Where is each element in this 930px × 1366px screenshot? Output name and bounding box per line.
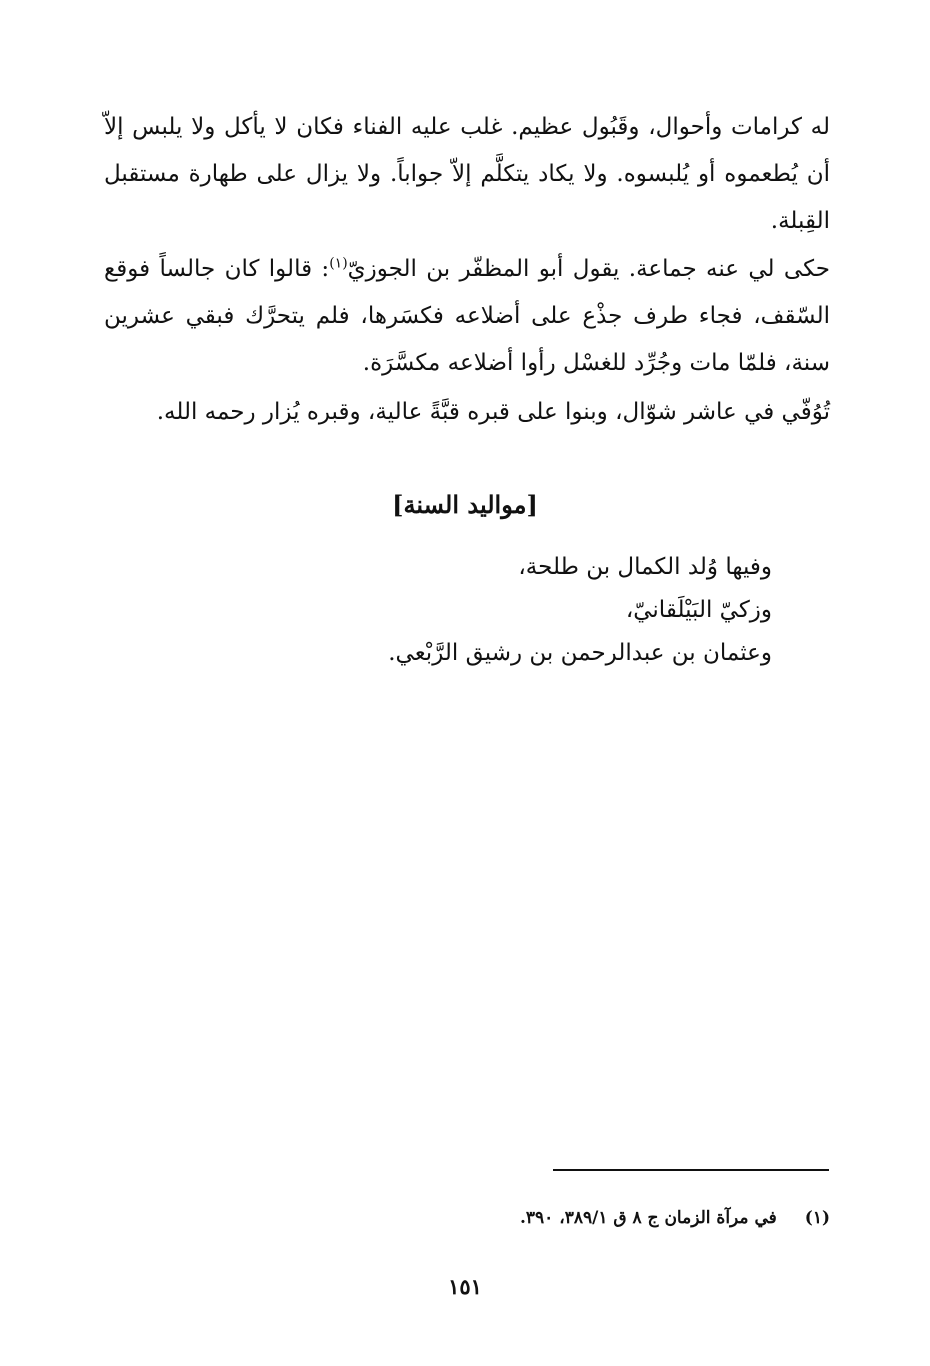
birth-entry: وفيها وُلد الكمال بن طلحة،: [518, 554, 772, 580]
paragraph-2-text-start: حكى لي عنه جماعة. يقول أبو المظفّر بن الجوزيّ: [347, 256, 830, 282]
paragraph-2: [104, 246, 830, 387]
paragraph-1-text: له كرامات وأحوال، وقَبُول عظيم. غلب عليه الفناء فكان لا يأكل ولا يلبس إلاّ أن يُطعموه أو يُلبسوه. ولا يكاد يتكلَّم إلاّ جواباً. ولا يزال على طهارة مستقبل القِبلة.: [104, 114, 830, 234]
paragraph-3: [104, 389, 830, 436]
footnote-reference: (١): [329, 255, 348, 272]
footnote-marker: (١): [804, 1208, 830, 1228]
footnote-text: في مرآة الزمان ج ٨ ق ٣٨٩/١، ٣٩٠.: [520, 1208, 777, 1228]
section-heading: [مواليد السنة]: [392, 490, 538, 519]
birth-entry: وعثمان بن عبدالرحمن بن رشيق الرَّبْعي.: [388, 640, 772, 666]
paragraph-2-text-end: : قالوا كان جالساً فوقع السّقف، فجاء طرف جذْع على أضلاعه فكسَرها، فلم يتحرَّك فبقي عشرين سنة، فلمّا مات وجُرِّد للغسْل رأوا أضلاعه مكسَّرَة.: [104, 256, 830, 376]
page-number: ١٥١: [448, 1274, 482, 1299]
paragraph-1: [104, 104, 830, 245]
paragraph-3-text: تُوُفّي في عاشر شوّال، وبنوا على قبره قبَّةً عالية، وقبره يُزار رحمه الله.: [156, 399, 830, 425]
birth-entry: وزكيّ البَيْلَقانيّ،: [625, 597, 772, 623]
footnote-divider: [553, 1169, 829, 1171]
births-list: [200, 546, 772, 675]
footnote: [300, 1203, 830, 1233]
